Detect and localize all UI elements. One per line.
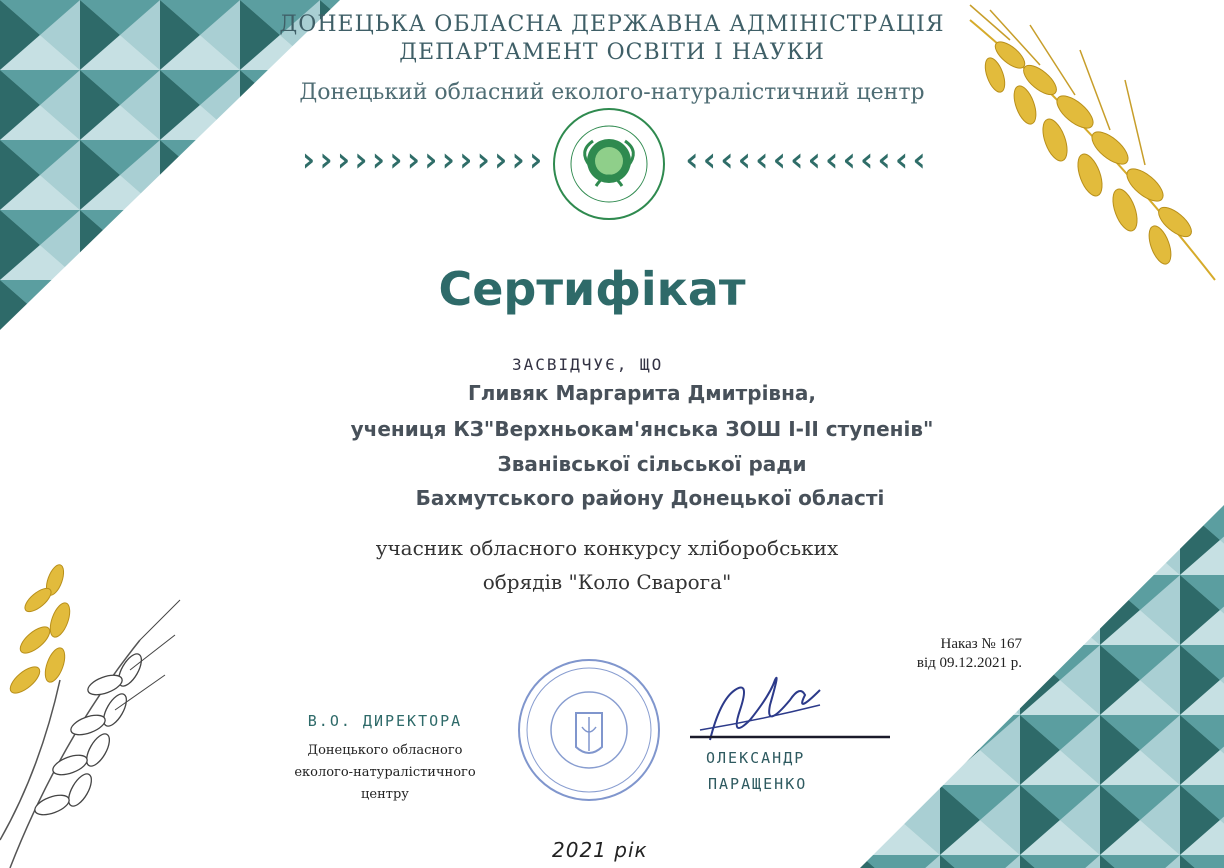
arrows-right: ‹‹‹‹‹‹‹‹‹‹‹‹‹‹ bbox=[682, 140, 927, 180]
director-first-name: ОЛЕКСАНДР bbox=[706, 749, 806, 767]
director-signature bbox=[680, 660, 910, 760]
arrows-left: ›››››››››››››› bbox=[298, 140, 543, 180]
header-org-name: Донецький обласний еколого-натуралістичний центр bbox=[299, 80, 925, 105]
director-org-line-1: Донецького обласного bbox=[307, 743, 463, 758]
certificate-year: 2021 рік bbox=[552, 838, 648, 862]
certifies-label: ЗАСВІДЧУЄ, ЩО bbox=[512, 355, 664, 374]
eco-center-logo-icon bbox=[548, 106, 670, 222]
order-date: від 09.12.2021 р. bbox=[916, 655, 1022, 671]
header-line-1: ДОНЕЦЬКА ОБЛАСНА ДЕРЖАВНА АДМІНІСТРАЦІЯ bbox=[279, 12, 945, 37]
director-org-line-2: еколого-натуралістичного bbox=[294, 765, 476, 780]
recipient-name: Гливяк Маргарита Дмитрівна, bbox=[468, 381, 816, 405]
recipient-school: учениця КЗ"Верхньокам'янська ЗОШ І-ІІ ступенів" bbox=[350, 417, 934, 441]
participation-line-1: учасник обласного конкурсу хліборобських bbox=[375, 536, 839, 560]
director-org-line-3: центру bbox=[361, 787, 409, 802]
director-last-name: ПАРАЩЕНКО bbox=[708, 775, 808, 793]
certificate-title: Сертифікат bbox=[438, 262, 746, 316]
participation-line-2: обрядів "Коло Сварога" bbox=[482, 570, 732, 594]
recipient-council: Званівської сільської ради bbox=[497, 452, 807, 476]
recipient-district: Бахмутського району Донецької області bbox=[415, 486, 885, 510]
official-stamp-icon bbox=[514, 655, 664, 805]
director-title: В.О. ДИРЕКТОРА bbox=[307, 712, 463, 730]
header-line-2: ДЕПАРТАМЕНТ ОСВІТИ І НАУКИ bbox=[399, 40, 825, 65]
order-number: Наказ № 167 bbox=[940, 636, 1022, 652]
